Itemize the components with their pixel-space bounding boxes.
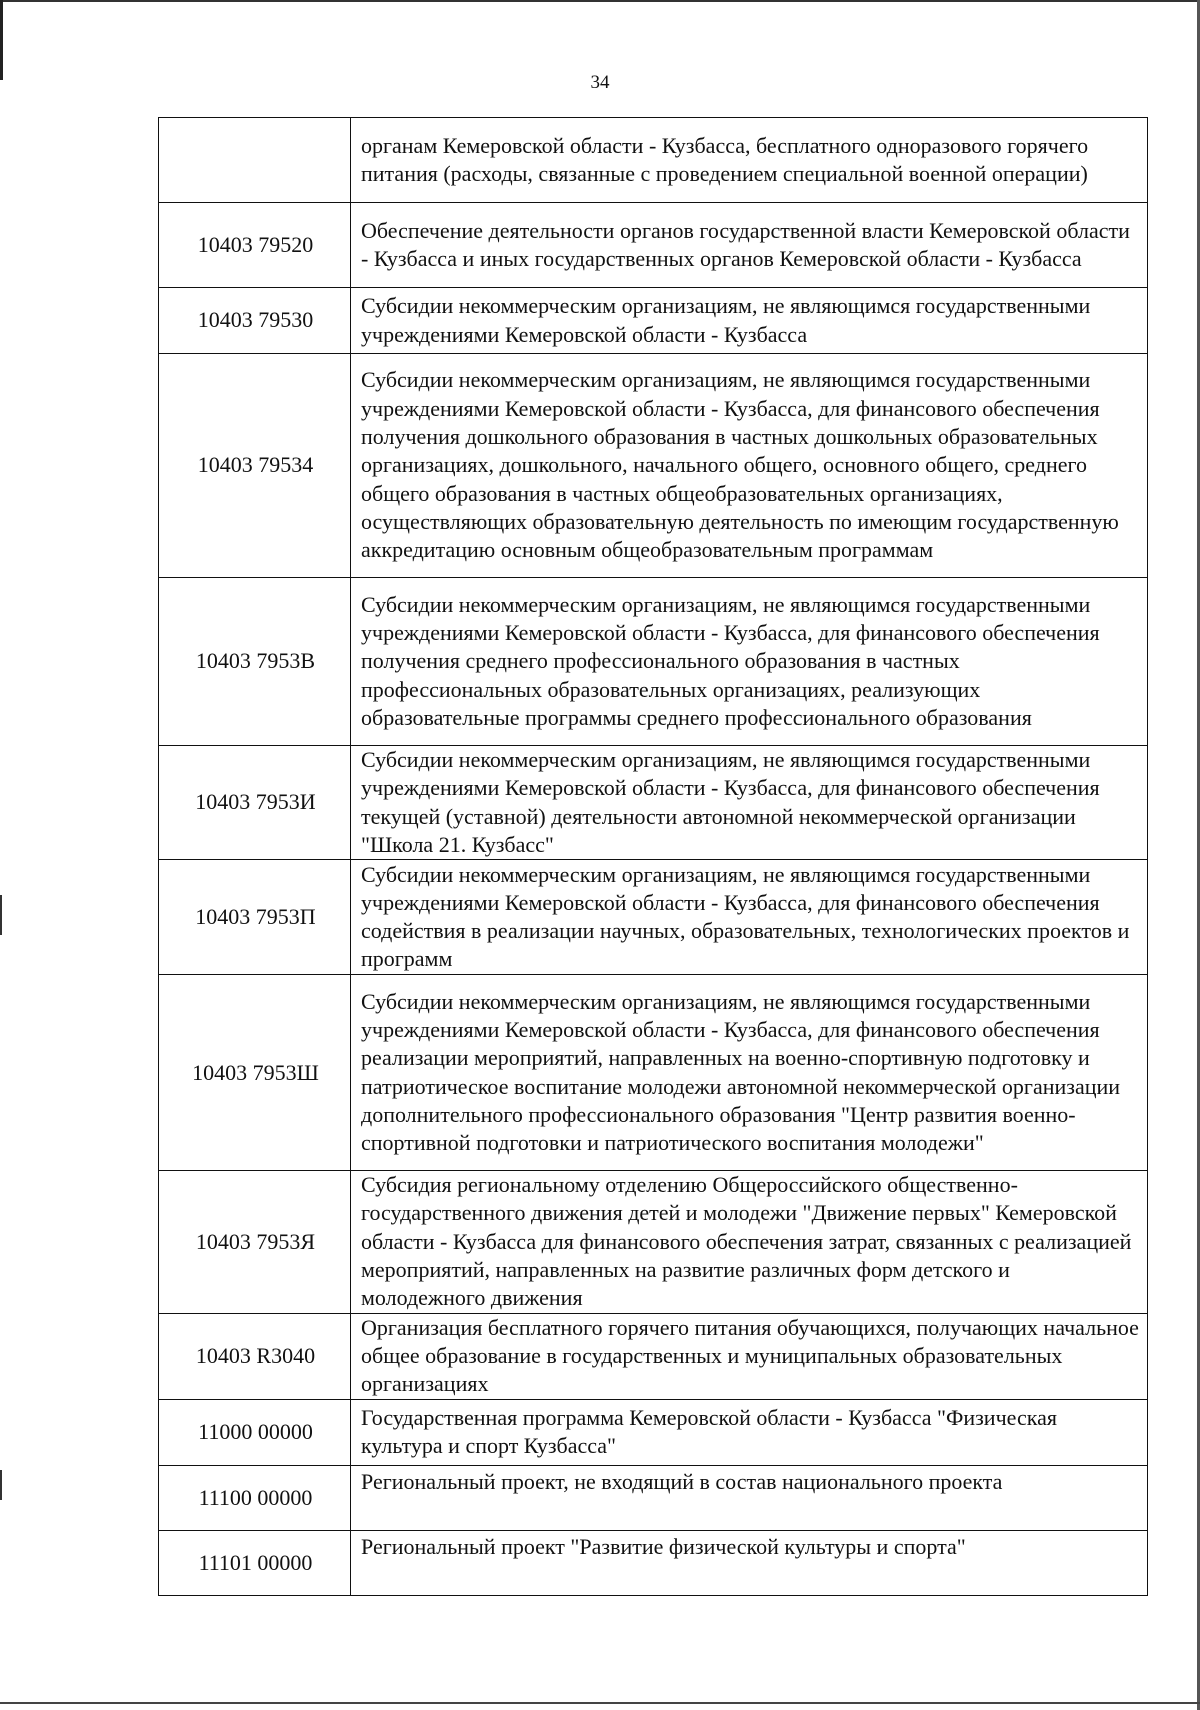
- row-description: Государственная программа Кемеровской области - Кузбасса "Физическая культура и спорт Кузбасса": [351, 1399, 1148, 1465]
- scan-edge-left: [0, 0, 3, 80]
- table-row: [159, 746, 1148, 860]
- row-description: Субсидии некоммерческим организациям, не являющимся государственными учреждениями Кемеровской области - Кузбасса, для финансового обеспечения текущей (уставной) деятельности автономной некоммерческой организации "Школа 21. Кузбасс": [351, 746, 1148, 860]
- scan-edge-bottom: [0, 1702, 1200, 1704]
- row-code: 11000 00000: [159, 1399, 351, 1465]
- row-description: Субсидии некоммерческим организациям, не являющимся государственными учреждениями Кемеровской области - Кузбасса, для финансового обеспечения получения среднего профессионального образования в частных профессиональных образовательных организациях, реализующих образовательные программы среднего профессионального образования: [351, 578, 1148, 746]
- row-code: [159, 118, 351, 203]
- row-description: органам Кемеровской области - Кузбасса, бесплатного одноразового горячего питания (расходы, связанные с проведением специальной военной операции): [351, 118, 1148, 203]
- row-code: 10403 79534: [159, 354, 351, 578]
- table-row: [159, 975, 1148, 1171]
- row-code: 10403 7953Ш: [159, 975, 351, 1171]
- row-description: Организация бесплатного горячего питания обучающихся, получающих начальное общее образование в государственных и муниципальных образовательных организациях: [351, 1313, 1148, 1399]
- table-row: [159, 578, 1148, 746]
- table-row: [159, 1465, 1148, 1530]
- table-row: [159, 1313, 1148, 1399]
- row-description: Региональный проект "Развитие физической культуры и спорта": [351, 1530, 1148, 1595]
- row-code: 10403 79530: [159, 288, 351, 354]
- row-description: Обеспечение деятельности органов государственной власти Кемеровской области - Кузбасса и иных государственных органов Кемеровской области - Кузбасса: [351, 203, 1148, 288]
- table-row: [159, 1530, 1148, 1595]
- row-description: Субсидии некоммерческим организациям, не являющимся государственными учреждениями Кемеровской области - Кузбасса, для финансового обеспечения реализации мероприятий, направленных на военно-спортивную подготовку и патриотическое воспитание молодежи автономной некоммерческой организации дополнительного профессионального образования "Центр развития военно-спортивной подготовки и патриотического воспитания молодежи": [351, 975, 1148, 1171]
- row-description: Субсидии некоммерческим организациям, не являющимся государственными учреждениями Кемеровской области - Кузбасса, для финансового обеспечения получения дошкольного образования в частных дошкольных образовательных организациях, дошкольного, начального общего, основного общего, среднего общего образования в частных общеобразовательных организациях, осуществляющих образовательную деятельность по имеющим государственную аккредитацию основным общеобразовательным программам: [351, 354, 1148, 578]
- row-code: 10403 R3040: [159, 1313, 351, 1399]
- table-row: [159, 860, 1148, 975]
- table-row: [159, 1399, 1148, 1465]
- row-description: Субсидии некоммерческим организациям, не являющимся государственными учреждениями Кемеровской области - Кузбасса, для финансового обеспечения содействия в реализации научных, образовательных, технологических проектов и программ: [351, 860, 1148, 975]
- row-code: 11101 00000: [159, 1530, 351, 1595]
- row-code: 10403 7953В: [159, 578, 351, 746]
- table-row: [159, 118, 1148, 203]
- budget-classification-table: [158, 117, 1148, 1596]
- row-code: 10403 79520: [159, 203, 351, 288]
- scan-edge-top: [0, 0, 1200, 2]
- row-description: Субсидия региональному отделению Общероссийского общественно-государственного движения детей и молодежи "Движение первых" Кемеровской области - Кузбасса для финансового обеспечения затрат, связанных с реализацией мероприятий, направленных на развитие различных форм детского и молодежного движения: [351, 1171, 1148, 1313]
- row-code: 10403 7953Я: [159, 1171, 351, 1313]
- page-number: 34: [590, 72, 610, 93]
- row-code: 10403 7953И: [159, 746, 351, 860]
- table-row: [159, 203, 1148, 288]
- table-row: [159, 354, 1148, 578]
- table-row: [159, 1171, 1148, 1313]
- scan-edge-mark: [0, 895, 2, 935]
- table-row: [159, 288, 1148, 354]
- row-code: 10403 7953П: [159, 860, 351, 975]
- row-description: Региональный проект, не входящий в состав национального проекта: [351, 1465, 1148, 1530]
- row-description: Субсидии некоммерческим организациям, не являющимся государственными учреждениями Кемеровской области - Кузбасса: [351, 288, 1148, 354]
- row-code: 11100 00000: [159, 1465, 351, 1530]
- scan-edge-mark: [0, 1470, 2, 1500]
